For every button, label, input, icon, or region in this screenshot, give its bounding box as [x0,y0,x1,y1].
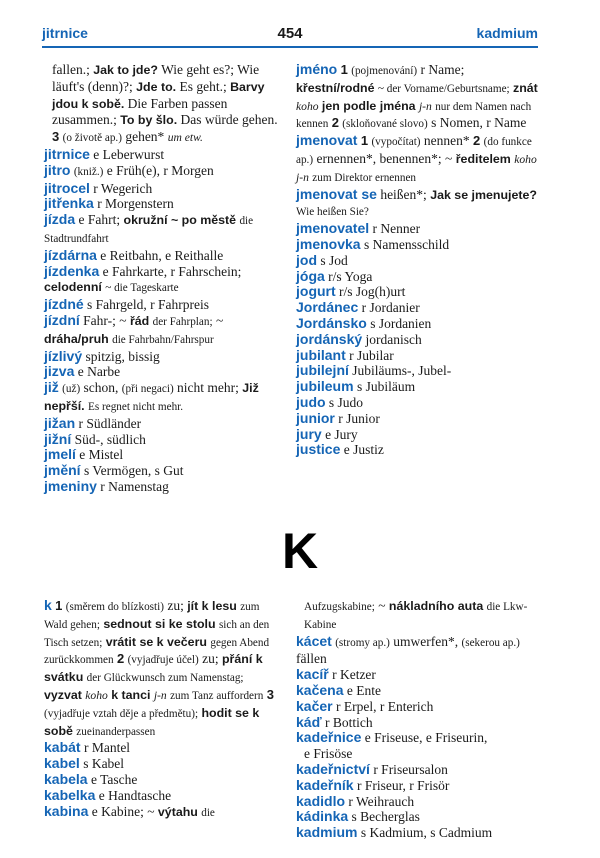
entry-continuation: fallen.; Jak to jde? Wie geht es?; Wie läuft's (denn)?; Jde to. Es geht.; Barvy jdou k sobě. Die Farben passen zusammen.; To by šlo. Das würde gehen. 3 (o životě ap.) gehen* um etw. [52,62,278,145]
entry-jizda: jízda e Fahrt; okružní ~ po městě die Stadtrundfahrt [44,211,254,245]
entry-k: k 1 (směrem do blízkosti) zu; jít k lesu zum Wald gehen; sednout si ke stolu sich an den Tisch setzen; vrátit se k večeru gegen Abend zurückkommen 2 (vyjadřuje účel) zu; přání k svátku der Glückwunsch zum Namenstag; vyzvat koho k tanci j-n zum Tanz auffordern 3 (vyjadřuje vztah děje a předmětu); hodit se k sobě zueinanderpassen [44,597,274,738]
entry-kadernik: kadeřník r Friseur, r Frisör [296,776,450,793]
entry-jmenovat: jmenovat 1 (vypočítat) nennen* 2 (do funkce ap.) ernennen*, benennen*; ~ ředitelem koho j-n zum Direktor ernennen [296,132,537,184]
top-right-column [296,62,540,458]
entry-jmenovatel: jmenovatel r Nenner [296,220,421,237]
entry-jitrnice: jitrnice e Leberwurst [44,145,165,162]
entry-jubilejni: jubilejní Jubiläums-, Jubel- [296,362,452,379]
entry-jordanec: Jordánec r Jordanier [296,299,420,316]
entry-jizan: jižan r Südländer [44,414,142,431]
entry-kabel: kabel s Kabel [44,755,125,772]
section-letter: K [281,523,319,579]
entry-kadinka: kádinka s Becherglas [296,808,420,825]
running-header [42,25,538,47]
page-number: 454 [277,25,303,42]
entry-kacer: kačer r Erpel, r Enterich [296,697,434,714]
entry-jitro: jitro (kniž.) e Früh(e), r Morgen [44,161,214,178]
entry-jizdarna: jízdárna e Reitbahn, e Reithalle [44,246,224,263]
entry-justice: justice e Justiz [296,441,384,458]
entry-kadernictvi: kadeřnictví r Friseursalon [296,760,448,777]
entry-jordansky: jordánský jordanisch [296,330,422,347]
entry-jordansko: Jordánsko s Jordanien [296,314,432,331]
entry-jmenovat-se: jmenovat se heißen*; Jak se jmenujete? Wie heißen Sie? [296,185,537,219]
entry-jogurt: jogurt r/s Jog(h)urt [296,283,406,300]
entry-junior: junior r Junior [296,409,380,426]
entry-kad: káď r Bottich [296,713,373,730]
bottom-right-column [296,598,540,841]
top-left-column [44,62,284,495]
entry-kabela: kabela e Tasche [44,770,138,787]
entry-jizva: jizva e Narbe [44,363,121,380]
entry-jitrenka: jitřenka r Morgenstern [44,195,174,212]
entry-jizdne: jízdné s Fahrgeld, r Fahrpreis [44,296,210,313]
entry-jubilant: jubilant r Jubilar [296,346,394,363]
entry-kabina: kabina e Kabine; ~ výtahu die [44,802,215,819]
entry-kadernice: kadeřnice e Friseuse, e Friseurin, e Frisöse [296,729,488,762]
entry-kadmium: kadmium s Kadmium, s Cadmium [296,824,493,841]
entry-joga: jóga r/s Yoga [296,267,373,284]
entry-kacet: kácet (stromy ap.) umwerfen*, (sekerou ap.) fällen [296,632,520,667]
entry-kacir: kacíř r Ketzer [296,666,376,683]
bottom-left-column [44,598,284,821]
entry-jod: jod s Jod [296,251,348,268]
entry-jmeniny: jmeniny r Namenstag [44,477,169,494]
entry-jizdni: jízdní Fahr-; ~ řád der Fahrplan; ~ dráha/pruh die Fahrbahn/Fahrspur [44,311,224,346]
entry-kabat: kabát r Mantel [44,739,131,756]
entry-jitrocel: jitrocel r Wegerich [44,179,153,196]
entry-jizdenka: jízdenka e Fahrkarte, r Fahrschein; celodenní ~ die Tageskarte [44,262,242,295]
entry-jizlivy: jízlivý spitzig, bissig [44,347,160,364]
right-guide-word: kadmium [476,25,538,41]
entry-kadidlo: kadidlo r Weihrauch [296,792,415,809]
entry-kacena: kačena e Ente [296,681,381,698]
entry-jmeno: jméno 1 (pojmenování) r Name; křestní/rodné ~ der Vorname/Geburtsname; znát koho jen podle jména j-n nur dem Namen nach kennen 2 (skloňované slovo) s Nomen, r Name [296,61,538,131]
entry-kabelka: kabelka e Handtasche [44,786,172,803]
entry-jubileum: jubileum s Jubiläum [296,378,416,395]
header-rule [42,46,538,48]
left-guide-word: jitrnice [42,25,88,41]
entry-jury: jury e Jury [296,425,358,442]
entry-jmeli: jmelí e Mistel [44,446,124,463]
entry-jiz: již (už) schon, (při negaci) nicht mehr; Již nepřší. Es regnet nicht mehr. [44,379,259,413]
entry-continuation-kabina: Aufzugskabine; ~ nákladního auta die Lkw-Kabine [304,598,528,631]
entry-jmeni: jmění s Vermögen, s Gut [44,462,184,479]
entry-jmenovka: jmenovka s Namensschild [296,235,450,252]
entry-judo: judo s Judo [296,393,364,410]
entry-jizni: jižní Süd-, südlich [44,430,146,447]
